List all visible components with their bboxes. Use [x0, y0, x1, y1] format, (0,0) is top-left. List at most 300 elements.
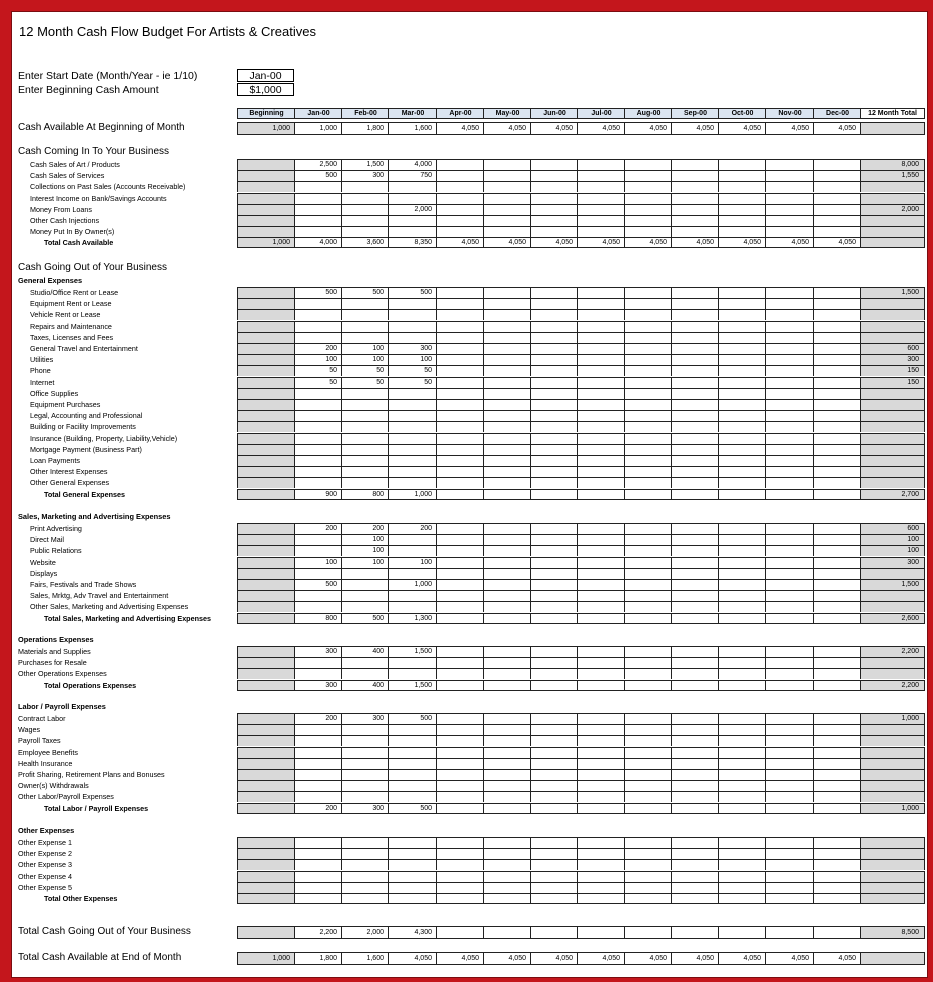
- cell-5[interactable]: [483, 170, 531, 181]
- cell-5[interactable]: [483, 193, 531, 204]
- cell-6[interactable]: [530, 204, 578, 215]
- cell-7[interactable]: [577, 882, 625, 893]
- cell-10[interactable]: [718, 769, 766, 780]
- cell-10[interactable]: [718, 579, 766, 590]
- cell-13[interactable]: [860, 122, 925, 135]
- cell-4[interactable]: [436, 893, 484, 904]
- cell-7[interactable]: 4,050: [577, 122, 625, 135]
- cell-3[interactable]: [388, 791, 437, 802]
- cell-10[interactable]: [718, 871, 766, 882]
- cell-9[interactable]: [671, 343, 719, 354]
- cell-11[interactable]: [765, 477, 814, 488]
- cell-6[interactable]: [530, 421, 578, 432]
- cell-11[interactable]: [765, 791, 814, 802]
- cell-11[interactable]: [765, 193, 814, 204]
- cell-3[interactable]: [388, 747, 437, 758]
- cell-1[interactable]: [294, 882, 342, 893]
- cell-12[interactable]: [813, 590, 861, 601]
- cell-12[interactable]: [813, 298, 861, 309]
- cell-13[interactable]: 2,700: [860, 489, 925, 500]
- cell-12[interactable]: [813, 871, 861, 882]
- cell-2[interactable]: [341, 477, 389, 488]
- cell-4[interactable]: [436, 332, 484, 343]
- cell-10[interactable]: [718, 466, 766, 477]
- cell-4[interactable]: [436, 791, 484, 802]
- cell-8[interactable]: [624, 421, 672, 432]
- cell-1[interactable]: 300: [294, 680, 342, 691]
- cell-1[interactable]: [294, 837, 342, 848]
- cell-5[interactable]: [483, 455, 531, 466]
- cell-0[interactable]: [237, 893, 295, 904]
- cell-13[interactable]: 300: [860, 354, 925, 365]
- cell-7[interactable]: [577, 444, 625, 455]
- cell-8[interactable]: [624, 399, 672, 410]
- cell-13[interactable]: 150: [860, 365, 925, 376]
- cell-8[interactable]: [624, 489, 672, 500]
- cell-1[interactable]: [294, 657, 342, 668]
- cell-2[interactable]: [341, 444, 389, 455]
- cell-11[interactable]: [765, 557, 814, 568]
- cell-1[interactable]: [294, 321, 342, 332]
- cell-4[interactable]: [436, 477, 484, 488]
- cell-4[interactable]: [436, 680, 484, 691]
- cell-0[interactable]: [237, 215, 295, 226]
- cell-8[interactable]: [624, 215, 672, 226]
- cell-5[interactable]: [483, 579, 531, 590]
- cell-0[interactable]: [237, 848, 295, 859]
- cell-6[interactable]: [530, 882, 578, 893]
- cell-6[interactable]: [530, 193, 578, 204]
- cell-7[interactable]: [577, 791, 625, 802]
- cell-8[interactable]: [624, 433, 672, 444]
- cell-13[interactable]: [860, 657, 925, 668]
- cell-13[interactable]: [860, 724, 925, 735]
- cell-1[interactable]: [294, 769, 342, 780]
- cell-9[interactable]: [671, 365, 719, 376]
- cell-1[interactable]: [294, 791, 342, 802]
- cell-3[interactable]: [388, 590, 437, 601]
- cell-9[interactable]: [671, 747, 719, 758]
- cell-9[interactable]: [671, 466, 719, 477]
- cell-6[interactable]: [530, 657, 578, 668]
- cell-13[interactable]: [860, 237, 925, 248]
- cell-10[interactable]: [718, 343, 766, 354]
- cell-8[interactable]: [624, 859, 672, 870]
- cell-13[interactable]: 300: [860, 557, 925, 568]
- cell-7[interactable]: [577, 399, 625, 410]
- cell-7[interactable]: 4,050: [577, 237, 625, 248]
- cell-8[interactable]: [624, 444, 672, 455]
- cell-7[interactable]: [577, 410, 625, 421]
- cell-2[interactable]: [341, 579, 389, 590]
- cell-9[interactable]: [671, 613, 719, 624]
- cell-13[interactable]: [860, 952, 925, 965]
- cell-3[interactable]: [388, 780, 437, 791]
- cell-11[interactable]: [765, 343, 814, 354]
- cell-12[interactable]: [813, 433, 861, 444]
- cell-6[interactable]: [530, 343, 578, 354]
- cell-3[interactable]: [388, 298, 437, 309]
- cell-7[interactable]: [577, 181, 625, 192]
- cell-6[interactable]: [530, 926, 578, 939]
- cell-11[interactable]: [765, 287, 814, 298]
- cell-9[interactable]: [671, 215, 719, 226]
- cell-2[interactable]: [341, 321, 389, 332]
- cell-12[interactable]: [813, 159, 861, 170]
- cell-10[interactable]: [718, 657, 766, 668]
- cell-2[interactable]: [341, 837, 389, 848]
- cell-6[interactable]: [530, 848, 578, 859]
- cell-1[interactable]: [294, 388, 342, 399]
- cell-6[interactable]: [530, 735, 578, 746]
- cell-8[interactable]: 4,050: [624, 122, 672, 135]
- cell-3[interactable]: [388, 668, 437, 679]
- cell-7[interactable]: [577, 871, 625, 882]
- cell-12[interactable]: [813, 680, 861, 691]
- cell-5[interactable]: [483, 791, 531, 802]
- cell-7[interactable]: [577, 534, 625, 545]
- cell-11[interactable]: [765, 204, 814, 215]
- cell-0[interactable]: [237, 287, 295, 298]
- cell-2[interactable]: [341, 455, 389, 466]
- cell-7[interactable]: [577, 557, 625, 568]
- cell-13[interactable]: [860, 859, 925, 870]
- cell-0[interactable]: [237, 365, 295, 376]
- cell-4[interactable]: [436, 803, 484, 814]
- cell-11[interactable]: 4,050: [765, 952, 814, 965]
- cell-5[interactable]: [483, 534, 531, 545]
- cell-0[interactable]: [237, 657, 295, 668]
- cell-2[interactable]: [341, 466, 389, 477]
- cell-9[interactable]: [671, 724, 719, 735]
- cell-2[interactable]: 400: [341, 680, 389, 691]
- cell-12[interactable]: [813, 837, 861, 848]
- cell-9[interactable]: [671, 399, 719, 410]
- cell-5[interactable]: [483, 477, 531, 488]
- cell-13[interactable]: [860, 215, 925, 226]
- cell-0[interactable]: 1,000: [237, 952, 295, 965]
- cell-5[interactable]: [483, 545, 531, 556]
- cell-0[interactable]: [237, 791, 295, 802]
- cell-11[interactable]: [765, 735, 814, 746]
- cell-4[interactable]: 4,050: [436, 952, 484, 965]
- cell-13[interactable]: [860, 590, 925, 601]
- cell-12[interactable]: [813, 735, 861, 746]
- cell-7[interactable]: [577, 713, 625, 724]
- cell-4[interactable]: [436, 534, 484, 545]
- cell-1[interactable]: [294, 421, 342, 432]
- cell-6[interactable]: [530, 613, 578, 624]
- cell-13[interactable]: 2,200: [860, 646, 925, 657]
- cell-8[interactable]: [624, 181, 672, 192]
- cell-1[interactable]: [294, 668, 342, 679]
- cell-7[interactable]: [577, 215, 625, 226]
- cell-7[interactable]: [577, 523, 625, 534]
- cell-13[interactable]: [860, 193, 925, 204]
- cell-11[interactable]: [765, 466, 814, 477]
- cell-6[interactable]: [530, 590, 578, 601]
- cell-5[interactable]: [483, 444, 531, 455]
- cell-6[interactable]: [530, 444, 578, 455]
- cell-12[interactable]: [813, 668, 861, 679]
- cell-3[interactable]: [388, 332, 437, 343]
- cell-0[interactable]: [237, 343, 295, 354]
- cell-10[interactable]: [718, 193, 766, 204]
- cell-12[interactable]: [813, 601, 861, 612]
- cell-0[interactable]: [237, 534, 295, 545]
- cell-1[interactable]: 100: [294, 354, 342, 365]
- cell-9[interactable]: [671, 871, 719, 882]
- cell-11[interactable]: [765, 724, 814, 735]
- cell-10[interactable]: [718, 613, 766, 624]
- cell-3[interactable]: 200: [388, 523, 437, 534]
- cell-4[interactable]: [436, 568, 484, 579]
- cell-5[interactable]: [483, 377, 531, 388]
- cell-3[interactable]: 1,500: [388, 680, 437, 691]
- cell-6[interactable]: [530, 747, 578, 758]
- cell-10[interactable]: [718, 568, 766, 579]
- cell-2[interactable]: 100: [341, 354, 389, 365]
- cell-7[interactable]: [577, 204, 625, 215]
- cell-7[interactable]: [577, 803, 625, 814]
- cell-8[interactable]: [624, 791, 672, 802]
- cell-2[interactable]: [341, 724, 389, 735]
- cell-7[interactable]: [577, 646, 625, 657]
- cell-0[interactable]: [237, 859, 295, 870]
- cell-12[interactable]: [813, 646, 861, 657]
- cell-7[interactable]: [577, 354, 625, 365]
- cell-9[interactable]: [671, 837, 719, 848]
- cell-7[interactable]: [577, 466, 625, 477]
- cell-5[interactable]: [483, 215, 531, 226]
- cell-0[interactable]: [237, 613, 295, 624]
- cell-3[interactable]: [388, 848, 437, 859]
- cell-11[interactable]: [765, 668, 814, 679]
- cell-1[interactable]: 800: [294, 613, 342, 624]
- cell-12[interactable]: 4,050: [813, 237, 861, 248]
- cell-11[interactable]: [765, 657, 814, 668]
- cell-11[interactable]: [765, 893, 814, 904]
- cell-6[interactable]: [530, 579, 578, 590]
- cell-5[interactable]: [483, 421, 531, 432]
- cell-4[interactable]: [436, 657, 484, 668]
- cell-6[interactable]: 4,050: [530, 237, 578, 248]
- cell-12[interactable]: 4,050: [813, 122, 861, 135]
- cell-6[interactable]: [530, 780, 578, 791]
- cell-0[interactable]: [237, 204, 295, 215]
- cell-3[interactable]: 1,600: [388, 122, 437, 135]
- cell-6[interactable]: [530, 680, 578, 691]
- cell-6[interactable]: [530, 893, 578, 904]
- cell-8[interactable]: [624, 410, 672, 421]
- cell-4[interactable]: [436, 557, 484, 568]
- cell-7[interactable]: [577, 590, 625, 601]
- cell-4[interactable]: [436, 646, 484, 657]
- cell-13[interactable]: [860, 601, 925, 612]
- cell-6[interactable]: [530, 309, 578, 320]
- cell-7[interactable]: [577, 489, 625, 500]
- cell-0[interactable]: [237, 758, 295, 769]
- cell-8[interactable]: [624, 534, 672, 545]
- cell-5[interactable]: [483, 557, 531, 568]
- cell-5[interactable]: [483, 321, 531, 332]
- cell-12[interactable]: [813, 388, 861, 399]
- cell-3[interactable]: [388, 769, 437, 780]
- cell-4[interactable]: [436, 735, 484, 746]
- cell-9[interactable]: [671, 388, 719, 399]
- cell-13[interactable]: [860, 321, 925, 332]
- cell-1[interactable]: [294, 724, 342, 735]
- cell-2[interactable]: [341, 668, 389, 679]
- cell-5[interactable]: [483, 489, 531, 500]
- cell-4[interactable]: [436, 377, 484, 388]
- cell-8[interactable]: 4,050: [624, 237, 672, 248]
- cell-1[interactable]: [294, 332, 342, 343]
- cell-2[interactable]: 50: [341, 377, 389, 388]
- cell-3[interactable]: 500: [388, 287, 437, 298]
- cell-5[interactable]: [483, 613, 531, 624]
- cell-2[interactable]: [341, 332, 389, 343]
- cell-8[interactable]: [624, 590, 672, 601]
- cell-3[interactable]: [388, 837, 437, 848]
- cell-6[interactable]: [530, 410, 578, 421]
- cell-0[interactable]: [237, 680, 295, 691]
- cell-5[interactable]: [483, 848, 531, 859]
- cell-11[interactable]: [765, 388, 814, 399]
- cell-10[interactable]: [718, 803, 766, 814]
- cell-8[interactable]: [624, 713, 672, 724]
- cell-6[interactable]: [530, 477, 578, 488]
- cell-10[interactable]: [718, 780, 766, 791]
- cell-9[interactable]: [671, 568, 719, 579]
- cell-9[interactable]: [671, 204, 719, 215]
- cell-5[interactable]: [483, 466, 531, 477]
- cell-1[interactable]: 1,800: [294, 952, 342, 965]
- cell-6[interactable]: [530, 298, 578, 309]
- cell-10[interactable]: [718, 477, 766, 488]
- cell-5[interactable]: [483, 332, 531, 343]
- cell-9[interactable]: [671, 735, 719, 746]
- cell-13[interactable]: [860, 466, 925, 477]
- cell-3[interactable]: [388, 399, 437, 410]
- cell-0[interactable]: 1,000: [237, 237, 295, 248]
- cell-4[interactable]: [436, 226, 484, 237]
- cell-2[interactable]: [341, 601, 389, 612]
- cell-13[interactable]: [860, 747, 925, 758]
- cell-8[interactable]: [624, 724, 672, 735]
- cell-4[interactable]: [436, 713, 484, 724]
- cell-6[interactable]: 4,050: [530, 952, 578, 965]
- cell-1[interactable]: 4,000: [294, 237, 342, 248]
- cell-10[interactable]: [718, 388, 766, 399]
- cell-11[interactable]: [765, 859, 814, 870]
- cell-4[interactable]: [436, 181, 484, 192]
- cell-12[interactable]: [813, 791, 861, 802]
- cell-5[interactable]: [483, 399, 531, 410]
- cell-13[interactable]: 150: [860, 377, 925, 388]
- cell-4[interactable]: [436, 848, 484, 859]
- cell-3[interactable]: [388, 321, 437, 332]
- cell-2[interactable]: 2,000: [341, 926, 389, 939]
- cell-5[interactable]: [483, 780, 531, 791]
- cell-2[interactable]: 100: [341, 545, 389, 556]
- cell-4[interactable]: [436, 298, 484, 309]
- cell-7[interactable]: [577, 668, 625, 679]
- cell-13[interactable]: 8,000: [860, 159, 925, 170]
- cell-12[interactable]: [813, 399, 861, 410]
- cell-5[interactable]: [483, 590, 531, 601]
- cell-1[interactable]: [294, 298, 342, 309]
- cell-1[interactable]: [294, 410, 342, 421]
- cell-10[interactable]: [718, 724, 766, 735]
- cell-8[interactable]: [624, 769, 672, 780]
- cell-1[interactable]: 300: [294, 646, 342, 657]
- cell-6[interactable]: [530, 668, 578, 679]
- cell-0[interactable]: [237, 332, 295, 343]
- cell-4[interactable]: [436, 668, 484, 679]
- cell-11[interactable]: [765, 170, 814, 181]
- cell-8[interactable]: [624, 837, 672, 848]
- cell-1[interactable]: [294, 848, 342, 859]
- cell-10[interactable]: [718, 226, 766, 237]
- cell-12[interactable]: [813, 365, 861, 376]
- cell-11[interactable]: 4,050: [765, 122, 814, 135]
- cell-2[interactable]: 500: [341, 287, 389, 298]
- cell-2[interactable]: [341, 848, 389, 859]
- cell-8[interactable]: [624, 668, 672, 679]
- cell-9[interactable]: [671, 534, 719, 545]
- cell-5[interactable]: [483, 926, 531, 939]
- cell-5[interactable]: 4,050: [483, 122, 531, 135]
- cell-4[interactable]: [436, 859, 484, 870]
- cell-12[interactable]: [813, 466, 861, 477]
- cell-13[interactable]: [860, 758, 925, 769]
- cell-4[interactable]: [436, 444, 484, 455]
- cell-1[interactable]: [294, 477, 342, 488]
- cell-13[interactable]: 2,600: [860, 613, 925, 624]
- cell-7[interactable]: [577, 365, 625, 376]
- cell-12[interactable]: [813, 354, 861, 365]
- cell-10[interactable]: [718, 545, 766, 556]
- cell-0[interactable]: [237, 926, 295, 939]
- cell-7[interactable]: [577, 159, 625, 170]
- cell-4[interactable]: [436, 170, 484, 181]
- cell-5[interactable]: [483, 803, 531, 814]
- cell-5[interactable]: [483, 159, 531, 170]
- cell-12[interactable]: [813, 321, 861, 332]
- cell-7[interactable]: [577, 321, 625, 332]
- cell-1[interactable]: [294, 433, 342, 444]
- cell-10[interactable]: [718, 837, 766, 848]
- cell-8[interactable]: [624, 882, 672, 893]
- cell-10[interactable]: [718, 181, 766, 192]
- cell-1[interactable]: [294, 181, 342, 192]
- cell-2[interactable]: 3,600: [341, 237, 389, 248]
- cell-10[interactable]: [718, 859, 766, 870]
- cell-5[interactable]: [483, 769, 531, 780]
- cell-1[interactable]: [294, 215, 342, 226]
- cell-8[interactable]: [624, 354, 672, 365]
- cell-9[interactable]: [671, 601, 719, 612]
- cell-5[interactable]: [483, 298, 531, 309]
- cell-13[interactable]: [860, 568, 925, 579]
- cell-8[interactable]: [624, 193, 672, 204]
- cell-3[interactable]: [388, 601, 437, 612]
- cell-8[interactable]: 4,050: [624, 952, 672, 965]
- cell-0[interactable]: [237, 193, 295, 204]
- cell-7[interactable]: [577, 455, 625, 466]
- cell-13[interactable]: [860, 433, 925, 444]
